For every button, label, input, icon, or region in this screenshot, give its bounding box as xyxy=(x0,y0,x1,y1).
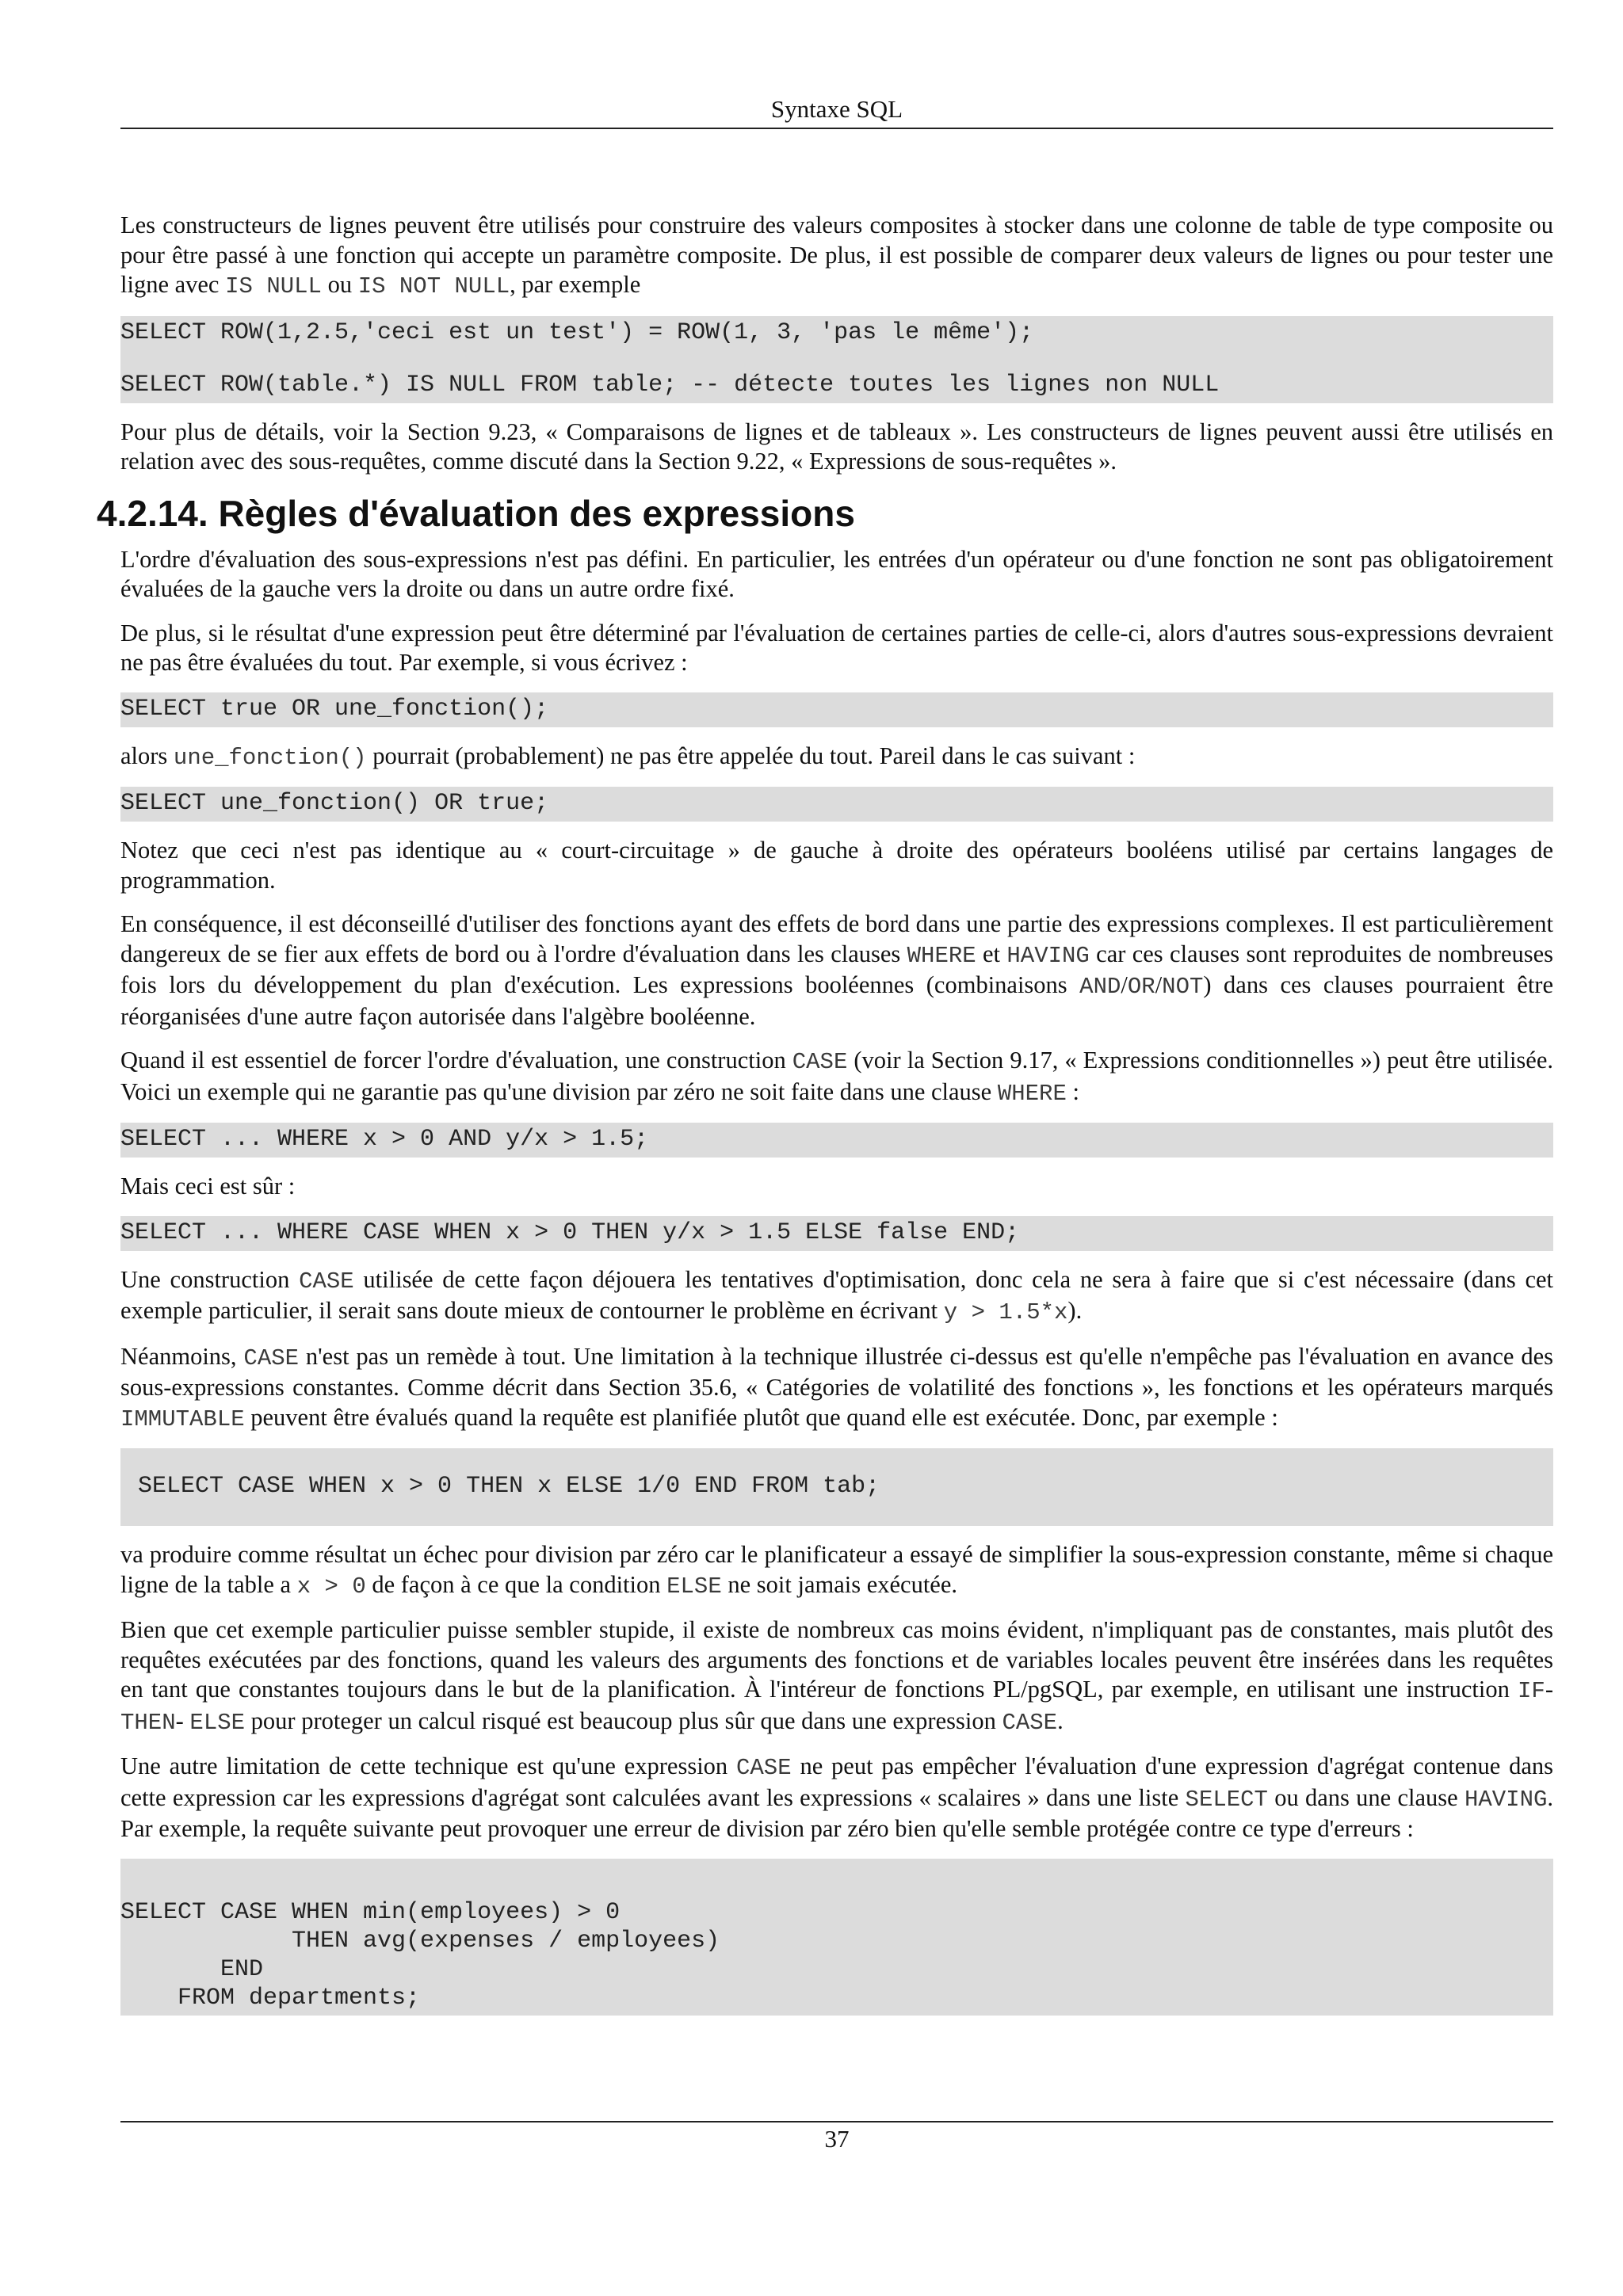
footer-rule xyxy=(120,2121,1553,2122)
page-number: 37 xyxy=(824,2125,850,2153)
paragraph-partial-evaluation: De plus, si le résultat d'une expression peut être déterminé par l'évaluation de certaines parties de celle-ci, alors d'autres sous-expressions devraient ne pas être évaluées du tout. Par exemple, si vous écrivez : xyxy=(120,619,1553,676)
paragraph-division-failure: va produire comme résultat un échec pour division par zéro car le planificateur a essayé de simplifier la sous-expression constante, même si chaque ligne de la table a x > 0 de façon à ce que la condition ELSE ne soit jamais exécutée. xyxy=(120,1541,1553,1600)
section-heading: 4.2.14. Règles d'évaluation des expressions xyxy=(97,492,855,534)
running-header: Syntaxe SQL xyxy=(770,95,903,123)
code-block-where-and: SELECT ... WHERE x > 0 AND y/x > 1.5; xyxy=(120,1123,1553,1158)
paragraph-aggregate-limitation: Une autre limitation de cette technique est qu'une expression CASE ne peut pas empêcher l'évaluation d'une expression d'agrégat contenue dans cette expression car les expressions d'agrégat sont calculées avant les expressions « scalaires » dans une liste SELECT ou dans une clause HAVING. Par exemple, la requête suivante peut provoquer une erreur de division par zéro bien qu'elle semble protégée contre ce type d'erreurs : xyxy=(120,1753,1553,1842)
paragraph-row-constructors: Les constructeurs de lignes peuvent être utilisés pour construire des valeurs composites à stocker dans une colonne de table de type composite ou pour être passé à une fonction qui accepte un paramètre composite. De plus, il est possible de comparer deux valeurs de lignes ou pour tester une ligne avec IS NULL ou IS NOT NULL, par exemple xyxy=(120,212,1553,299)
code-block-row-examples: SELECT ROW(1,2.5,'ceci est un test') = ROW(1, 3, 'pas le même'); SELECT ROW(table.*) IS NULL FROM table; -- détecte toutes les lignes non NULL xyxy=(120,316,1553,403)
code-block-case-tab: SELECT CASE WHEN x > 0 THEN x ELSE 1/0 END FROM tab; xyxy=(120,1448,1553,1526)
paragraph-this-is-safe: Mais ceci est sûr : xyxy=(120,1173,296,1199)
paragraph-evaluation-order: L'ordre d'évaluation des sous-expressions n'est pas défini. En particulier, les entrées d'un opérateur ou d'une fonction ne sont pas obligatoirement évaluées de la gauche vers la droite ou dans un autre ordre fixé. xyxy=(120,545,1553,602)
paragraph-side-effects: En conséquence, il est déconseillé d'utiliser des fonctions ayant des effets de bord dans une partie des expressions complexes. Il est particulièrement dangereux de se fier aux effets de bord ou à l'ordre d'évaluation dans les clauses WHERE et HAVING car ces clauses sont reproduites de nombreuses fois lors du développement du plan d'exécution. Les expressions booléennes (combinaisons AND/OR/NOT) dans ces clauses pourraient être réorganisées d'une autre façon autorisée dans l'algèbre booléenne. xyxy=(120,910,1554,1030)
paragraph-short-circuit: Notez que ceci n'est pas identique au « court-circuitage » de gauche à droite des opérateurs booléens utilisé par certains langages de programmation. xyxy=(120,837,1553,894)
code-block-aggregate-case: SELECT CASE WHEN min(employees) > 0 THEN avg(expenses / employees) END FROM departments; xyxy=(120,1859,1553,2016)
code-block-true-or: SELECT true OR une_fonction(); xyxy=(120,692,1553,727)
code-block-or-true: SELECT une_fonction() OR true; xyxy=(120,787,1553,822)
paragraph-force-order: Quand il est essentiel de forcer l'ordre d'évaluation, une construction CASE (voir la Section 9.17, « Expressions conditionnelles ») peut être utilisée. Voici un exemple qui ne garantie pas qu'une division par zéro ne soit faite dans une clause WHERE : xyxy=(120,1047,1553,1107)
page-body xyxy=(97,211,1554,2030)
paragraph-maybe-not-called: alors une_fonction() pourrait (probablement) ne pas être appelée du tout. Pareil dans le cas suivant : xyxy=(120,742,1136,771)
header-rule xyxy=(120,128,1553,129)
paragraph-more-details: Pour plus de détails, voir la Section 9.23, « Comparaisons de lignes et de tableaux ». Les constructeurs de lignes peuvent aussi être utilisés en relation avec des sous-requêtes, comme discuté dans la Section 9.22, « Expressions de sous-requêtes ». xyxy=(120,418,1553,475)
paragraph-plpgsql-example: Bien que cet exemple particulier puisse sembler stupide, il existe de nombreux cas moins évident, n'impliquant pas de constantes, mais plutôt des requêtes exécutées par des fonctions, quand les valeurs des arguments des fonctions et de variables locales peuvent être insérées dans les requêtes en tant que constantes toujours dans le but de la planification. À l'intéreur de fonctions PL/pgSQL, par exemple, en utilisant une instruction IF-THEN- ELSE pour proteger un calcul risqué est beaucoup plus sûr que dans une expression CASE. xyxy=(120,1616,1553,1736)
paragraph-case-limitation: Néanmoins, CASE n'est pas un remède à tout. Une limitation à la technique illustrée ci-dessus est qu'elle n'empêche pas l'évaluation en avance des sous-expressions constantes. Comme décrit dans Section 35.6, « Catégories de volatilité des fonctions », les fonctions et les opérateurs marqués IMMUTABLE peuvent être évalués quand la requête est planifiée plutôt que quand elle est exécutée. Donc, par exemple : xyxy=(120,1342,1553,1432)
paragraph-case-optimisation: Une construction CASE utilisée de cette façon déjouera les tentatives d'optimisation, donc cela ne sera à faire que si c'est nécessaire (dans cet exemple particulier, il serait sans doute mieux de contourner le problème en écrivant y > 1.5*x). xyxy=(120,1265,1553,1325)
code-block-where-case: SELECT ... WHERE CASE WHEN x > 0 THEN y/x > 1.5 ELSE false END; xyxy=(120,1216,1553,1251)
